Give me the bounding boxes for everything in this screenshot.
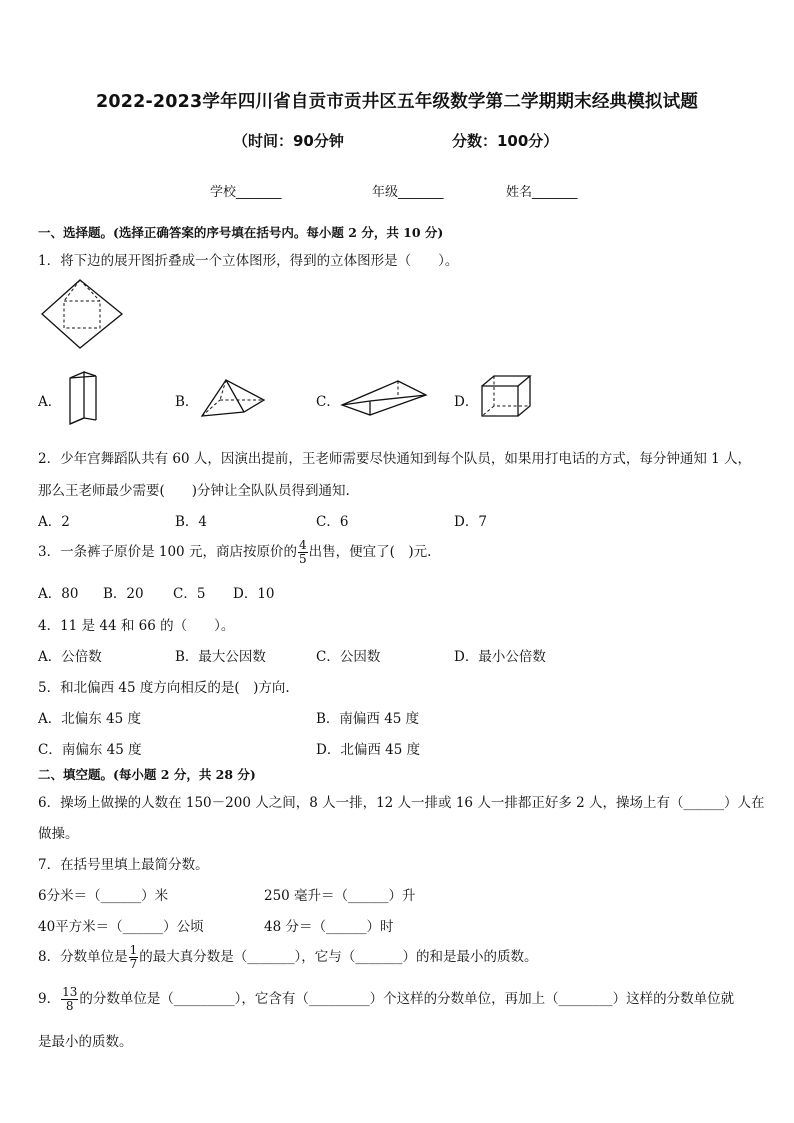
q7-item-3[interactable]: 40平方米＝（______）公顷 [38, 919, 204, 935]
pyramid-icon [198, 378, 270, 420]
q2-option-a[interactable]: A．2 [38, 514, 70, 530]
q4-option-d[interactable]: D．最小公倍数 [454, 649, 546, 665]
q8-text-after: 的最大真分数是（_______），它与（_______）的和是最小的质数。 [139, 949, 538, 965]
q1-option-c[interactable]: C． [316, 394, 340, 410]
name-field[interactable]: 姓名_______ [506, 185, 578, 200]
q9-text-after: 的分数单位是（_________），它含有（_________）个这样的分数单位，再加上（________）这样的分数单位就 [79, 991, 735, 1007]
q9-frac-numerator: 13 [62, 985, 78, 999]
question-2-line2: 那么王老师最少需要( )分钟让全队队员得到通知. [38, 483, 350, 499]
question-2-line1: 2．少年宫舞蹈队共有 60 人，因演出提前，王老师需要尽快通知到每个队员，如果用打电话的方式，每分钟通知 1 人， [38, 451, 752, 467]
q1-option-b[interactable]: B． [175, 394, 199, 410]
question-5: 5．和北偏西 45 度方向相反的是( )方向. [38, 680, 290, 696]
triangular-prism-icon [66, 370, 106, 428]
section-choice-heading: 一、选择题。(选择正确答案的序号填在括号内。每小题 2 分，共 10 分) [38, 225, 444, 240]
q3-frac-denominator: 5 [298, 552, 307, 566]
q2-option-c[interactable]: C．6 [316, 514, 349, 530]
q4-option-a[interactable]: A．公倍数 [38, 649, 102, 665]
question-6-line1: 6．操场上做操的人数在 150－200 人之间，8 人一排，12 人一排或 16 人一排都正好多 2 人，操场上有（______）人在 [38, 795, 765, 811]
q7-item-1[interactable]: 6分米＝（______）米 [38, 888, 169, 904]
question-8 [38, 944, 537, 971]
question-9-line1 [38, 986, 734, 1013]
section-fill-heading: 二、填空题。(每小题 2 分，共 28 分) [38, 767, 256, 782]
q3-option-c[interactable]: C．5 [173, 586, 206, 602]
q8-text-before: 8．分数单位是 [38, 949, 128, 965]
q8-frac-denominator: 7 [129, 957, 138, 971]
exam-score: 分数：100分） [452, 132, 559, 150]
q3-text-before: 3．一条裤子原价是 100 元，商店按原价的 [38, 544, 297, 560]
q8-frac-numerator: 1 [129, 943, 138, 957]
cube-icon [478, 374, 534, 420]
net-outline [42, 280, 122, 348]
q3-option-d[interactable]: D．10 [233, 586, 275, 602]
q7-item-2[interactable]: 250 毫升＝（______）升 [264, 888, 416, 904]
question-1: 1．将下边的展开图折叠成一个立体图形，得到的立体图形是（ ）。 [38, 253, 459, 269]
q2-option-d[interactable]: D．7 [454, 514, 487, 530]
q3-option-b[interactable]: B．20 [103, 586, 144, 602]
q9-text-before: 9． [38, 991, 61, 1007]
q7-item-4[interactable]: 48 分＝（______）时 [264, 919, 394, 935]
grade-field[interactable]: 年级_______ [372, 185, 444, 200]
question-9-line2: 是最小的质数。 [38, 1034, 133, 1050]
q3-option-a[interactable]: A．80 [38, 586, 79, 602]
net-base [64, 301, 100, 328]
exam-time: （时间：90分钟 [233, 132, 344, 150]
page-title: 2022-2023学年四川省自贡市贡井区五年级数学第二学期期末经典模拟试题 [95, 92, 699, 112]
question-7: 7．在括号里填上最简分数。 [38, 857, 209, 873]
q1-option-a[interactable]: A． [38, 394, 62, 410]
q5-option-d[interactable]: D．北偏西 45 度 [316, 742, 421, 758]
q9-frac-denominator: 8 [65, 999, 74, 1013]
question-4: 4．11 是 44 和 66 的（ ）。 [38, 618, 235, 634]
q4-option-b[interactable]: B．最大公因数 [175, 649, 266, 665]
question-6-line2: 做操。 [38, 826, 79, 842]
q3-fraction [298, 539, 308, 566]
net-figure [40, 278, 130, 352]
q3-text-after: 出售，便宜了( )元. [308, 544, 432, 560]
question-3 [38, 539, 431, 566]
q2-option-b[interactable]: B．4 [175, 514, 208, 530]
q8-fraction [129, 944, 139, 971]
q9-fraction [61, 986, 78, 1013]
wedge-prism-icon [338, 377, 430, 417]
q4-option-c[interactable]: C．公因数 [316, 649, 381, 665]
q5-option-c[interactable]: C．南偏东 45 度 [38, 742, 142, 758]
q5-option-b[interactable]: B．南偏西 45 度 [316, 711, 420, 727]
q1-option-d[interactable]: D． [454, 394, 479, 410]
school-field[interactable]: 学校_______ [210, 185, 282, 200]
q5-option-a[interactable]: A．北偏东 45 度 [38, 711, 142, 727]
q3-frac-numerator: 4 [298, 538, 307, 552]
